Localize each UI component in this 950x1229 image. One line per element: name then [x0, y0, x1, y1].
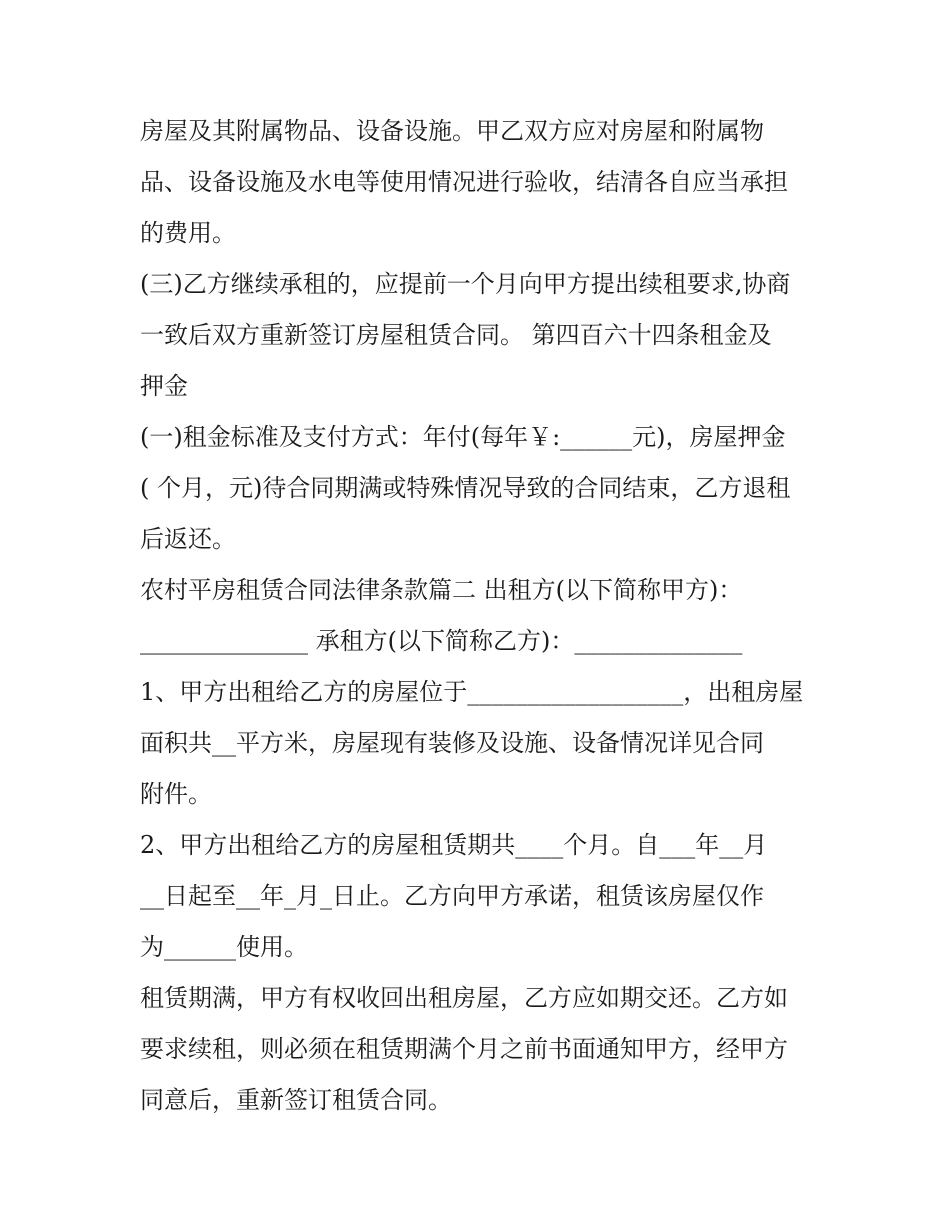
text-line: 附件。	[140, 780, 212, 808]
text-line: 品、设备设施及水电等使用情况进行验收，结清各自应当承担	[140, 168, 788, 196]
text-line: ( 个月，元)待合同期满或特殊情况导致的合同结束，乙方退租	[140, 474, 791, 502]
text-line: 后返还。	[140, 525, 236, 553]
text-line: ______________ 承租方(以下简称乙方)：______________	[140, 627, 743, 655]
text-line: 一致后双方重新签订房屋租赁合同。 第四百六十四条租金及	[140, 321, 772, 349]
text-line: (三)乙方继续承租的，应提前一个月向甲方提出续租要求,协商	[140, 270, 791, 298]
text-line: 2、甲方出租给乙方的房屋租赁期共____个月。自___年__月	[140, 831, 768, 859]
text-line: 押金	[140, 372, 188, 400]
text-line: __日起至__年_月_日止。乙方向甲方承诺，租赁该房屋仅作	[140, 882, 764, 910]
text-line: 为______使用。	[140, 933, 308, 961]
text-line: 租赁期满，甲方有权收回出租房屋，乙方应如期交还。乙方如	[140, 984, 788, 1012]
text-line: 1、甲方出租给乙方的房屋位于__________________，出租房屋	[140, 678, 804, 706]
text-line: 要求续租，则必须在租赁期满个月之前书面通知甲方，经甲方	[140, 1035, 788, 1063]
text-line: 面积共__平方米，房屋现有装修及设施、设备情况详见合同	[140, 729, 764, 757]
text-line: 同意后，重新签订租赁合同。	[140, 1086, 452, 1114]
text-line: (一)租金标准及支付方式：年付(每年￥:______元)，房屋押金	[140, 423, 786, 451]
text-line: 的费用。	[140, 219, 236, 247]
section-heading: 农村平房租赁合同法律条款篇二 出租方(以下简称甲方)：	[140, 576, 743, 604]
text-line: 房屋及其附属物品、设备设施。甲乙双方应对房屋和附属物	[140, 117, 764, 145]
contract-text	[140, 106, 820, 1126]
